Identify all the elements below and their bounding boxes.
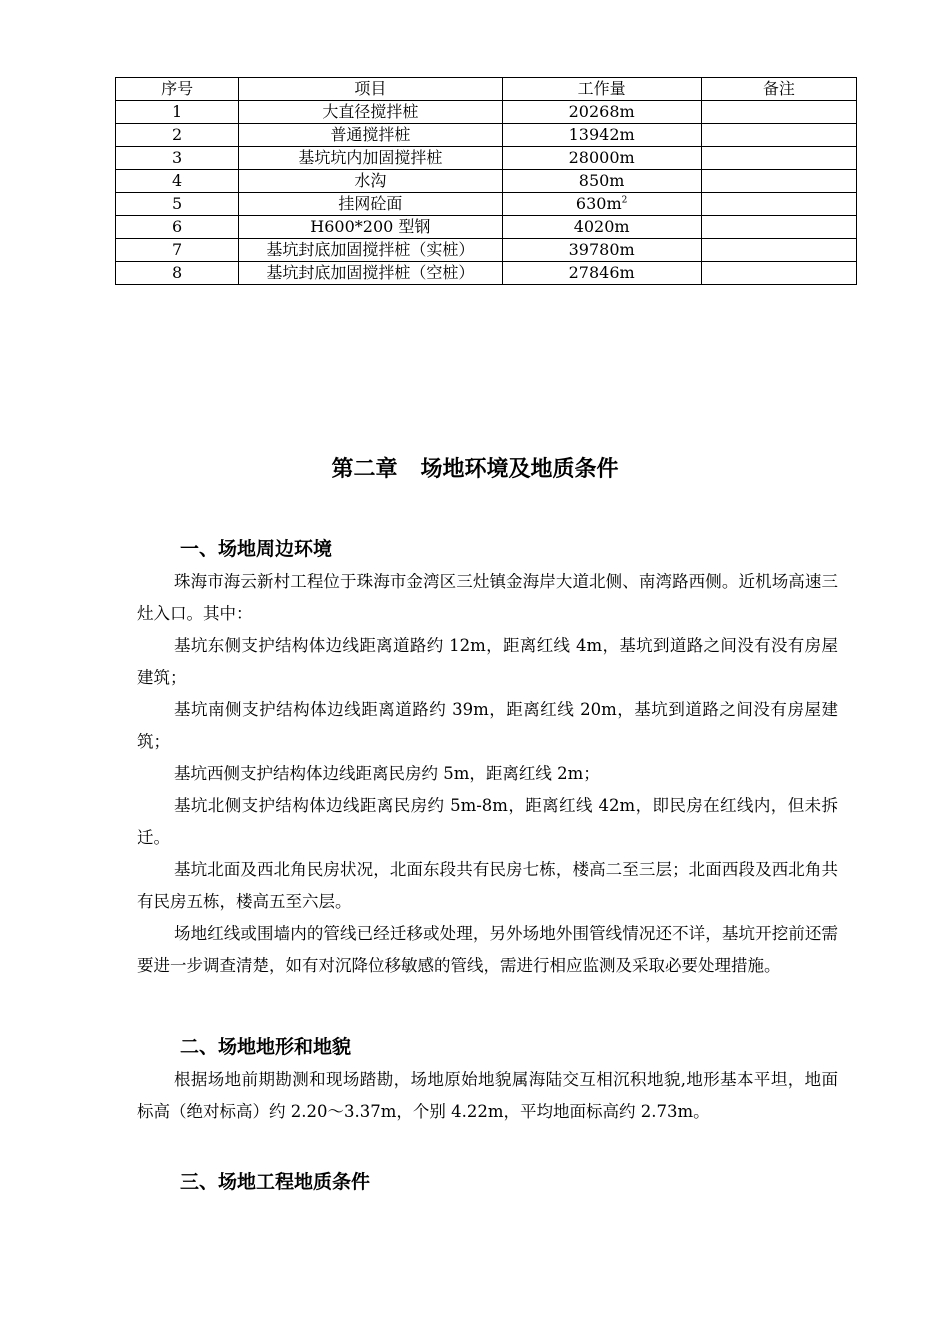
table-row bbox=[116, 193, 857, 216]
paragraph: 基坑南侧支护结构体边线距离道路约 39m，距离红线 20m，基坑到道路之间没有房屋建筑； bbox=[137, 700, 838, 751]
paragraph: 根据场地前期勘测和现场踏勘，场地原始地貌属海陆交互相沉积地貌,地形基本平坦，地面标高（绝对标高）约 2.20～3.37m，个别 4.22m，平均地面标高约 2.73m。 bbox=[137, 1070, 838, 1121]
cell-item: H600*200 型钢 bbox=[239, 216, 502, 239]
cell-no: 7 bbox=[116, 239, 239, 262]
section-heading-terrain: 二、场地地形和地貌 bbox=[180, 1036, 352, 1058]
chapter-title: 第二章 场地环境及地质条件 bbox=[331, 457, 619, 482]
header-note: 备注 bbox=[701, 78, 856, 101]
cell-qty: 13942m bbox=[502, 124, 701, 147]
cell-note bbox=[701, 147, 856, 170]
cell-note bbox=[701, 262, 856, 285]
paragraph: 珠海市海云新村工程位于珠海市金湾区三灶镇金海岸大道北侧、南湾路西侧。近机场高速三灶入口。其中： bbox=[137, 572, 838, 623]
header-qty: 工作量 bbox=[502, 78, 701, 101]
paragraph: 基坑西侧支护结构体边线距离民房约 5m，距离红线 2m； bbox=[174, 764, 600, 783]
section-heading-environment: 一、场地周边环境 bbox=[180, 538, 333, 560]
cell-item: 基坑封底加固搅拌桩（空桩） bbox=[239, 262, 502, 285]
table-header-row bbox=[116, 78, 857, 101]
cell-no: 6 bbox=[116, 216, 239, 239]
table-row bbox=[116, 170, 857, 193]
cell-item: 挂网砼面 bbox=[239, 193, 502, 216]
cell-note bbox=[701, 193, 856, 216]
table-row bbox=[116, 239, 857, 262]
cell-qty: 4020m bbox=[502, 216, 701, 239]
paragraph: 场地红线或围墙内的管线已经迁移或处理，另外场地外围管线情况还不详，基坑开挖前还需要进一步调查清楚，如有对沉降位移敏感的管线，需进行相应监测及采取必要处理措施。 bbox=[137, 924, 838, 975]
header-item: 项目 bbox=[239, 78, 502, 101]
cell-item: 大直径搅拌桩 bbox=[239, 101, 502, 124]
cell-note bbox=[701, 170, 856, 193]
section-heading-geology: 三、场地工程地质条件 bbox=[180, 1171, 371, 1193]
table-row bbox=[116, 147, 857, 170]
cell-no: 8 bbox=[116, 262, 239, 285]
table-row bbox=[116, 262, 857, 285]
cell-no: 2 bbox=[116, 124, 239, 147]
qty-value: 630m bbox=[575, 194, 622, 213]
cell-item: 水沟 bbox=[239, 170, 502, 193]
table-row bbox=[116, 124, 857, 147]
cell-no: 5 bbox=[116, 193, 239, 216]
paragraph: 基坑北侧支护结构体边线距离民房约 5m-8m，距离红线 42m，即民房在红线内，但未拆迁。 bbox=[137, 796, 838, 847]
cell-no: 1 bbox=[116, 101, 239, 124]
cell-note bbox=[701, 124, 856, 147]
cell-note bbox=[701, 239, 856, 262]
cell-qty bbox=[502, 193, 701, 216]
cell-qty: 850m bbox=[502, 170, 701, 193]
cell-qty: 27846m bbox=[502, 262, 701, 285]
cell-note bbox=[701, 101, 856, 124]
table-row bbox=[116, 216, 857, 239]
cell-item: 普通搅拌桩 bbox=[239, 124, 502, 147]
cell-qty: 20268m bbox=[502, 101, 701, 124]
cell-qty: 39780m bbox=[502, 239, 701, 262]
paragraph: 基坑东侧支护结构体边线距离道路约 12m，距离红线 4m，基坑到道路之间没有没有房屋建筑； bbox=[137, 636, 838, 687]
qty-superscript: 2 bbox=[621, 195, 628, 206]
header-no: 序号 bbox=[116, 78, 239, 101]
cell-item: 基坑封底加固搅拌桩（实桩） bbox=[239, 239, 502, 262]
cell-note bbox=[701, 216, 856, 239]
section-body-terrain bbox=[137, 1064, 838, 1128]
cell-no: 3 bbox=[116, 147, 239, 170]
table-row bbox=[116, 101, 857, 124]
cell-no: 4 bbox=[116, 170, 239, 193]
cell-item: 基坑坑内加固搅拌桩 bbox=[239, 147, 502, 170]
paragraph: 基坑北面及西北角民房状况，北面东段共有民房七栋，楼高二至三层；北面西段及西北角共有民房五栋，楼高五至六层。 bbox=[137, 860, 838, 911]
workload-table bbox=[115, 77, 857, 285]
section-body-environment bbox=[137, 566, 838, 982]
cell-qty: 28000m bbox=[502, 147, 701, 170]
